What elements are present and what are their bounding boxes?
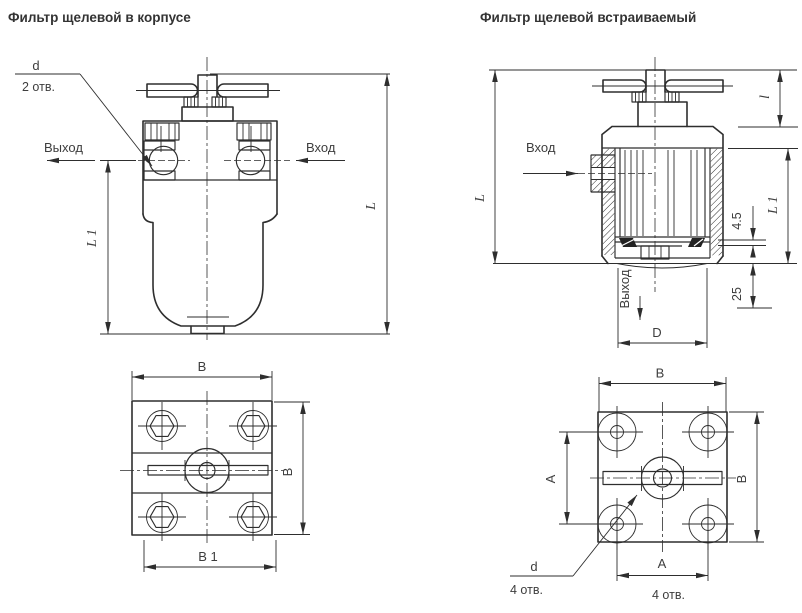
right-dim-B-right: B — [734, 474, 749, 484]
left-dim-B1: B 1 — [198, 549, 218, 564]
right-dim-L: L — [473, 194, 488, 202]
left-callout-holes: 2 отв. — [22, 80, 55, 94]
right-callout-holes: 4 отв. — [510, 583, 543, 597]
right-figure-title: Фильтр щелевой встраиваемый — [480, 10, 697, 25]
left-dim-B-right: B — [280, 467, 295, 477]
right-dim-4-5: 4.5 — [730, 212, 744, 230]
right-dim-A-left: A — [543, 474, 558, 484]
right-inlet-label: Вход — [526, 140, 556, 155]
right-callout-d: d — [530, 559, 538, 574]
left-inlet-label: Вход — [306, 140, 336, 155]
right-dim-A-bottom: A — [657, 556, 667, 571]
right-dim-l: l — [758, 95, 773, 99]
left-outlet-label: Выход — [44, 140, 83, 155]
right-dim-B-top: B — [655, 365, 665, 381]
left-dim-L: L — [364, 202, 379, 210]
right-dim-25: 25 — [730, 287, 744, 301]
right-outlet-label: Выход — [617, 269, 632, 309]
left-dim-B-top: B — [197, 359, 207, 374]
left-dim-L1: L 1 — [85, 228, 100, 248]
right-dim-L1: L 1 — [766, 195, 781, 215]
left-callout-d: d — [32, 58, 40, 73]
right-dim-D: D — [652, 325, 662, 340]
left-figure-title: Фильтр щелевой в корпусе — [8, 10, 191, 25]
right-callout-holes-clipped: 4 отв. — [652, 588, 685, 602]
